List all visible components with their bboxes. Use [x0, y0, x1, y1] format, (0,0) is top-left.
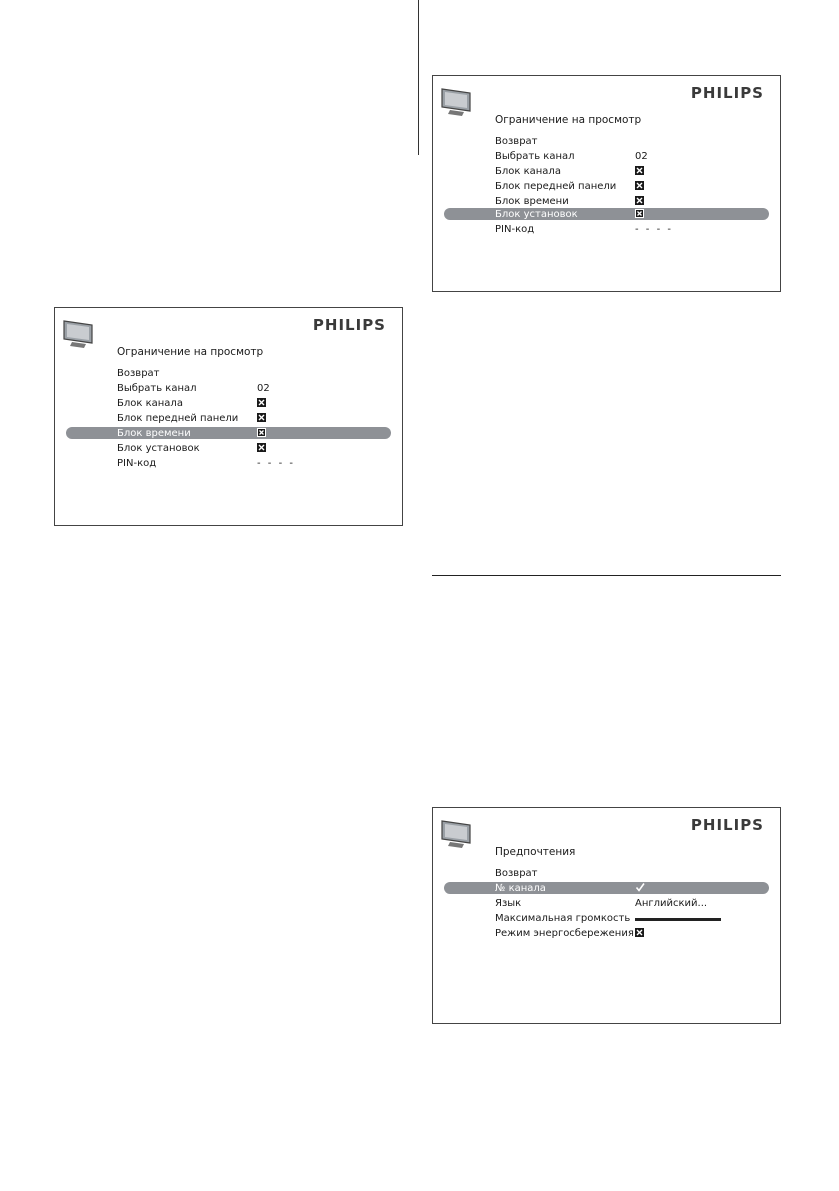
pin-value: - - - - — [257, 458, 295, 469]
x-checkbox-icon — [635, 166, 644, 175]
channel-value: 02 — [257, 383, 270, 394]
settings-lock-checkbox[interactable] — [257, 441, 266, 456]
channel-lock-checkbox[interactable] — [257, 396, 266, 411]
menu-item-settings-lock[interactable]: Блок установок — [117, 443, 200, 454]
pin-value: - - - - — [635, 224, 673, 235]
brand-logo: PHILIPS — [690, 84, 764, 102]
x-checkbox-icon — [257, 398, 266, 407]
selection-highlight — [66, 427, 391, 439]
parental-control-screen-1 — [54, 307, 403, 526]
selection-highlight — [444, 208, 769, 220]
menu-item-language[interactable]: Язык — [495, 898, 522, 909]
menu-item-select-channel[interactable]: Выбрать канал — [495, 151, 575, 162]
selection-highlight — [444, 882, 769, 894]
front-panel-lock-checkbox[interactable] — [257, 411, 266, 426]
menu-item-back[interactable]: Возврат — [117, 368, 160, 379]
x-checkbox-icon — [257, 443, 266, 452]
settings-lock-checkbox[interactable] — [635, 207, 644, 222]
menu-title: Ограничение на просмотр — [495, 114, 642, 126]
channel-number-toggle[interactable] — [635, 881, 645, 896]
tv-icon — [440, 817, 476, 851]
menu-item-back[interactable]: Возврат — [495, 868, 538, 879]
language-value[interactable]: Английский... — [635, 898, 708, 909]
x-checkbox-icon — [635, 181, 644, 190]
menu-item-max-volume[interactable]: Максимальная громкость — [495, 913, 631, 924]
x-checkbox-icon — [635, 209, 644, 218]
section-rule — [432, 575, 781, 576]
menu-item-time-lock[interactable]: Блок времени — [495, 196, 569, 207]
menu-item-front-panel-lock[interactable]: Блок передней панели — [495, 181, 617, 192]
menu-item-pin-code[interactable]: PIN-код — [117, 458, 157, 469]
menu-item-time-lock[interactable]: Блок времени — [117, 428, 191, 439]
preferences-screen — [432, 807, 781, 1024]
menu-title: Предпочтения — [495, 846, 576, 858]
x-checkbox-icon — [257, 428, 266, 437]
power-saving-checkbox[interactable] — [635, 926, 644, 941]
tv-icon — [62, 317, 98, 351]
channel-lock-checkbox[interactable] — [635, 164, 644, 179]
column-divider — [418, 0, 419, 155]
menu-item-select-channel[interactable]: Выбрать канал — [117, 383, 197, 394]
x-checkbox-icon — [257, 413, 266, 422]
menu-item-pin-code[interactable]: PIN-код — [495, 224, 535, 235]
channel-value: 02 — [635, 151, 648, 162]
parental-control-screen-2 — [432, 75, 781, 292]
menu-item-power-saving[interactable]: Режим энергосбережения — [495, 928, 634, 939]
tv-icon — [440, 85, 476, 119]
x-checkbox-icon — [635, 196, 644, 205]
menu-item-channel-number[interactable]: № канала — [495, 883, 546, 894]
time-lock-checkbox[interactable] — [257, 426, 266, 441]
menu-item-front-panel-lock[interactable]: Блок передней панели — [117, 413, 239, 424]
brand-logo: PHILIPS — [690, 816, 764, 834]
menu-item-channel-lock[interactable]: Блок канала — [495, 166, 561, 177]
checkmark-icon — [635, 882, 645, 892]
x-checkbox-icon — [635, 928, 644, 937]
menu-title: Ограничение на просмотр — [117, 346, 264, 358]
menu-item-back[interactable]: Возврат — [495, 136, 538, 147]
brand-logo: PHILIPS — [312, 316, 386, 334]
front-panel-lock-checkbox[interactable] — [635, 179, 644, 194]
menu-item-channel-lock[interactable]: Блок канала — [117, 398, 183, 409]
menu-item-settings-lock[interactable]: Блок установок — [495, 209, 578, 220]
max-volume-slider[interactable] — [635, 918, 721, 921]
